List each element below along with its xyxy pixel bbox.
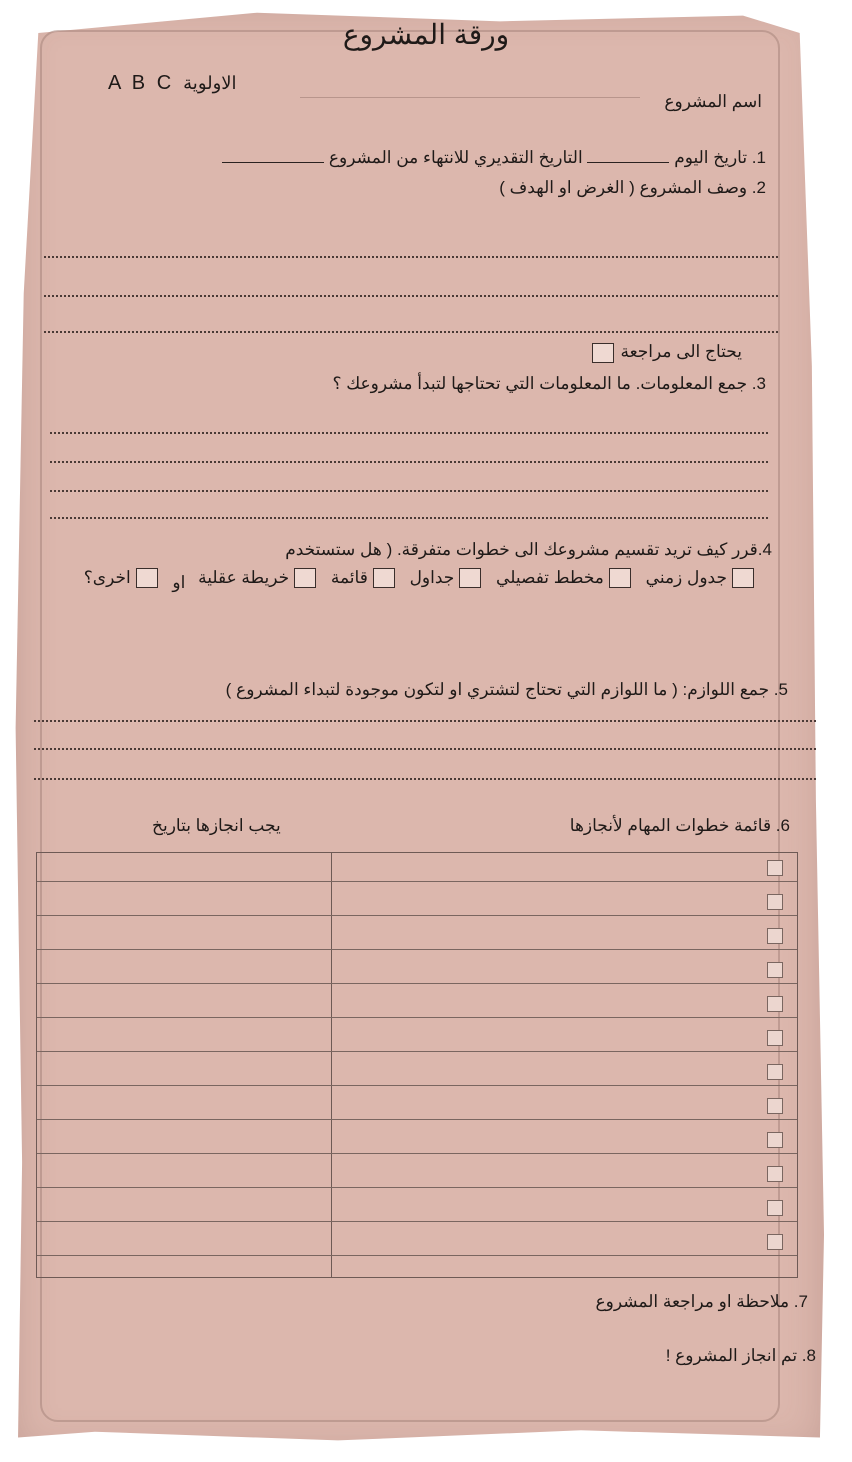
task-checkbox[interactable] bbox=[767, 1132, 783, 1148]
project-name-line[interactable] bbox=[300, 97, 640, 98]
priority-field bbox=[108, 72, 237, 95]
question-7: 7. ملاحظة او مراجعة المشروع bbox=[595, 1292, 808, 1311]
needs-review-checkbox[interactable] bbox=[592, 343, 614, 363]
question-6: 6. قائمة خطوات المهام لأنجازها bbox=[569, 816, 790, 835]
task-checkbox[interactable] bbox=[767, 962, 783, 978]
priority-label: الاولوية bbox=[183, 73, 237, 93]
question-5: 5. جمع اللوازم: ( ما اللوازم التي تحتاج لتشتري او لتكون موجودة لتبداء المشروع ) bbox=[225, 680, 788, 699]
task-checkbox[interactable] bbox=[767, 860, 783, 876]
option-tables[interactable]: جداول bbox=[410, 568, 484, 588]
option-checkbox[interactable] bbox=[732, 568, 754, 588]
question-3: 3. جمع المعلومات. ما المعلومات التي تحتاجها لتبدأ مشروعك ؟ bbox=[332, 374, 766, 393]
option-mind-map[interactable]: خريطة عقلية bbox=[198, 568, 318, 588]
task-checkbox[interactable] bbox=[767, 996, 783, 1012]
task-checkbox[interactable] bbox=[767, 1200, 783, 1216]
task-row-line bbox=[37, 881, 797, 882]
option-checkbox[interactable] bbox=[459, 568, 481, 588]
option-other[interactable]: اخرى؟ bbox=[84, 568, 160, 588]
task-checkbox[interactable] bbox=[767, 1234, 783, 1250]
task-checkbox[interactable] bbox=[767, 1030, 783, 1046]
task-row-line bbox=[37, 1119, 797, 1120]
option-list[interactable]: قائمة bbox=[331, 568, 397, 588]
option-timeline[interactable]: جدول زمني bbox=[646, 568, 756, 588]
answer-line[interactable] bbox=[50, 432, 768, 434]
needs-review-item bbox=[590, 342, 742, 363]
task-checkbox[interactable] bbox=[767, 894, 783, 910]
question-4: 4.قرر كيف تريد تقسيم مشروعك الى خطوات متفرقة. ( هل ستستخدم bbox=[285, 540, 772, 559]
task-row-line bbox=[37, 949, 797, 950]
option-checkbox[interactable] bbox=[373, 568, 395, 588]
task-row-line bbox=[37, 983, 797, 984]
estimated-date-blank[interactable] bbox=[222, 162, 324, 163]
task-row-line bbox=[37, 1255, 797, 1256]
question-1 bbox=[222, 148, 766, 168]
task-row-line bbox=[37, 1017, 797, 1018]
needs-review-label: يحتاج الى مراجعة bbox=[620, 342, 742, 361]
option-or: او bbox=[172, 573, 186, 592]
page-title: ورقة المشروع bbox=[342, 19, 510, 50]
task-row-line bbox=[37, 915, 797, 916]
option-checkbox[interactable] bbox=[294, 568, 316, 588]
task-checkbox[interactable] bbox=[767, 1064, 783, 1080]
answer-line[interactable] bbox=[50, 517, 768, 519]
task-row-line bbox=[37, 1085, 797, 1086]
task-row-line bbox=[37, 1187, 797, 1188]
task-checkbox[interactable] bbox=[767, 928, 783, 944]
question-2: 2. وصف المشروع ( الغرض او الهدف ) bbox=[499, 178, 766, 197]
answer-line[interactable] bbox=[44, 256, 778, 258]
due-date-label: يجب انجازها بتاريخ bbox=[152, 816, 281, 835]
option-checkbox[interactable] bbox=[136, 568, 158, 588]
table-divider bbox=[331, 853, 332, 1277]
answer-line[interactable] bbox=[44, 295, 778, 297]
option-checkbox[interactable] bbox=[609, 568, 631, 588]
estimated-date-label: التاريخ التقديري للانتهاء من المشروع bbox=[328, 148, 583, 167]
answer-line[interactable] bbox=[50, 461, 768, 463]
answer-line[interactable] bbox=[34, 748, 816, 750]
answer-line[interactable] bbox=[44, 331, 778, 333]
today-date-blank[interactable] bbox=[587, 162, 669, 163]
priority-grades: A B C bbox=[108, 72, 175, 94]
task-row-line bbox=[37, 1051, 797, 1052]
project-name-label: اسم المشروع bbox=[664, 92, 762, 111]
task-row-line bbox=[37, 1221, 797, 1222]
option-outline[interactable]: مخطط تفصيلي bbox=[496, 568, 633, 588]
method-options bbox=[76, 568, 756, 593]
task-row-line bbox=[37, 1153, 797, 1154]
answer-line[interactable] bbox=[34, 778, 816, 780]
task-table bbox=[36, 852, 798, 1278]
question-8: 8. تم انجاز المشروع ! bbox=[665, 1346, 816, 1365]
answer-line[interactable] bbox=[50, 490, 768, 492]
today-label: 1. تاريخ اليوم bbox=[674, 148, 766, 167]
task-checkbox[interactable] bbox=[767, 1166, 783, 1182]
answer-line[interactable] bbox=[34, 720, 816, 722]
task-checkbox[interactable] bbox=[767, 1098, 783, 1114]
